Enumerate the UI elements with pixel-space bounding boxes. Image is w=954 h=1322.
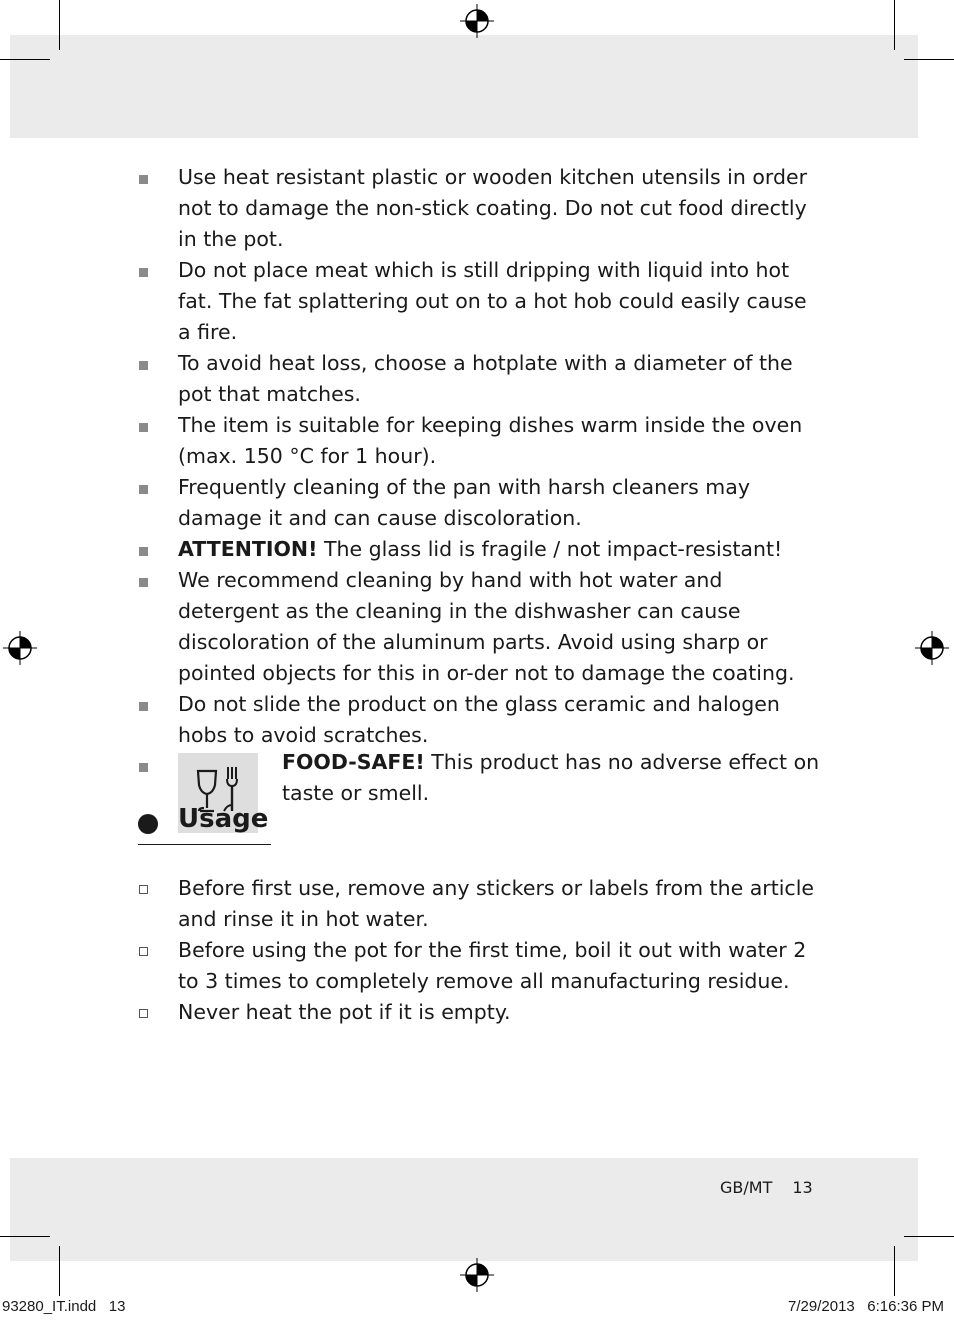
list-item: [0, 935, 818, 997]
heading-dot-icon: [138, 814, 158, 834]
page-title: Usage: [178, 804, 269, 834]
safety-bullet-list: [0, 162, 954, 833]
bullet-square-icon: [139, 702, 148, 711]
step-text: Never heat the pot if it is empty.: [178, 1000, 511, 1024]
step-text: Before first use, remove any stickers or labels from the article and rinse it in hot water.: [178, 876, 815, 931]
list-item: [0, 255, 818, 348]
food-safe-label: FOOD-SAFE!: [282, 750, 425, 774]
attention-label: ATTENTION!: [178, 537, 318, 561]
bullet-square-icon: [139, 175, 148, 184]
bullet-text: We recommend cleaning by hand with hot water and detergent as the cleaning in the dishwasher can cause discoloration of the aluminum parts. Avoid using sharp or pointed objects for this in or-der not to damage the coating.: [178, 568, 795, 685]
crop-mark: [0, 1236, 50, 1237]
crop-mark: [894, 0, 895, 50]
language-code: GB/MT: [720, 1178, 773, 1197]
bullet-text: Use heat resistant plastic or wooden kitchen utensils in order not to damage the non-stick coating. Do not cut food directly in the pot.: [178, 165, 808, 251]
crop-mark: [894, 1246, 895, 1296]
food-safe-text: [282, 747, 822, 809]
list-item: [0, 348, 818, 410]
print-slug-file: 93280_IT.indd 13: [2, 1298, 126, 1315]
bullet-square-icon: [139, 361, 148, 370]
bullet-square-icon: [139, 547, 148, 556]
bullet-square-icon: [139, 763, 148, 772]
crop-mark: [0, 59, 50, 60]
step-text: Before using the pot for the first time, boil it out with water 2 to 3 times to completely remove all manufacturing residue.: [178, 938, 807, 993]
crop-mark: [59, 1246, 60, 1296]
list-item: [0, 565, 818, 689]
crop-mark: [904, 1236, 954, 1237]
crop-mark: [59, 0, 60, 50]
list-item: [0, 162, 818, 255]
registration-mark-icon: [460, 1258, 494, 1292]
print-slug-date: 7/29/2013 6:16:36 PM: [788, 1298, 944, 1315]
list-item: [0, 410, 818, 472]
page-number: [720, 1178, 833, 1197]
bullet-square-icon: [139, 268, 148, 277]
page-number-value: 13: [792, 1178, 813, 1197]
bullet-square-icon: [139, 485, 148, 494]
list-item: [0, 472, 818, 534]
registration-mark-icon: [460, 4, 494, 38]
usage-heading: [138, 802, 271, 845]
bullet-text: The glass lid is fragile / not impact-resistant!: [317, 537, 783, 561]
list-item: [0, 873, 818, 935]
list-item: [0, 997, 818, 1028]
footer-band: [10, 1158, 918, 1261]
bullet-text: To avoid heat loss, choose a hotplate with a diameter of the pot that matches.: [178, 351, 793, 406]
bullet-square-icon: [139, 578, 148, 587]
bullet-text: Do not place meat which is still dripping with liquid into hot fat. The fat splattering out on to a hot hob could easily cause a fire.: [178, 258, 807, 344]
list-item: [0, 534, 818, 565]
list-item: [0, 689, 818, 751]
checkbox-square-icon: [139, 1009, 148, 1018]
bullet-text: Frequently cleaning of the pan with harsh cleaners may damage it and can cause discoloration.: [178, 475, 750, 530]
usage-step-list: [0, 873, 954, 1028]
crop-mark: [904, 59, 954, 60]
bullet-text: This product has no adverse effect on taste or smell.: [282, 750, 820, 805]
bullet-square-icon: [139, 423, 148, 432]
bullet-text: The item is suitable for keeping dishes warm inside the oven (max. 150 °C for 1 hour).: [178, 413, 803, 468]
checkbox-square-icon: [139, 947, 148, 956]
header-band: [10, 35, 918, 138]
bullet-text: Do not slide the product on the glass ceramic and halogen hobs to avoid scratches.: [178, 692, 780, 747]
checkbox-square-icon: [139, 885, 148, 894]
